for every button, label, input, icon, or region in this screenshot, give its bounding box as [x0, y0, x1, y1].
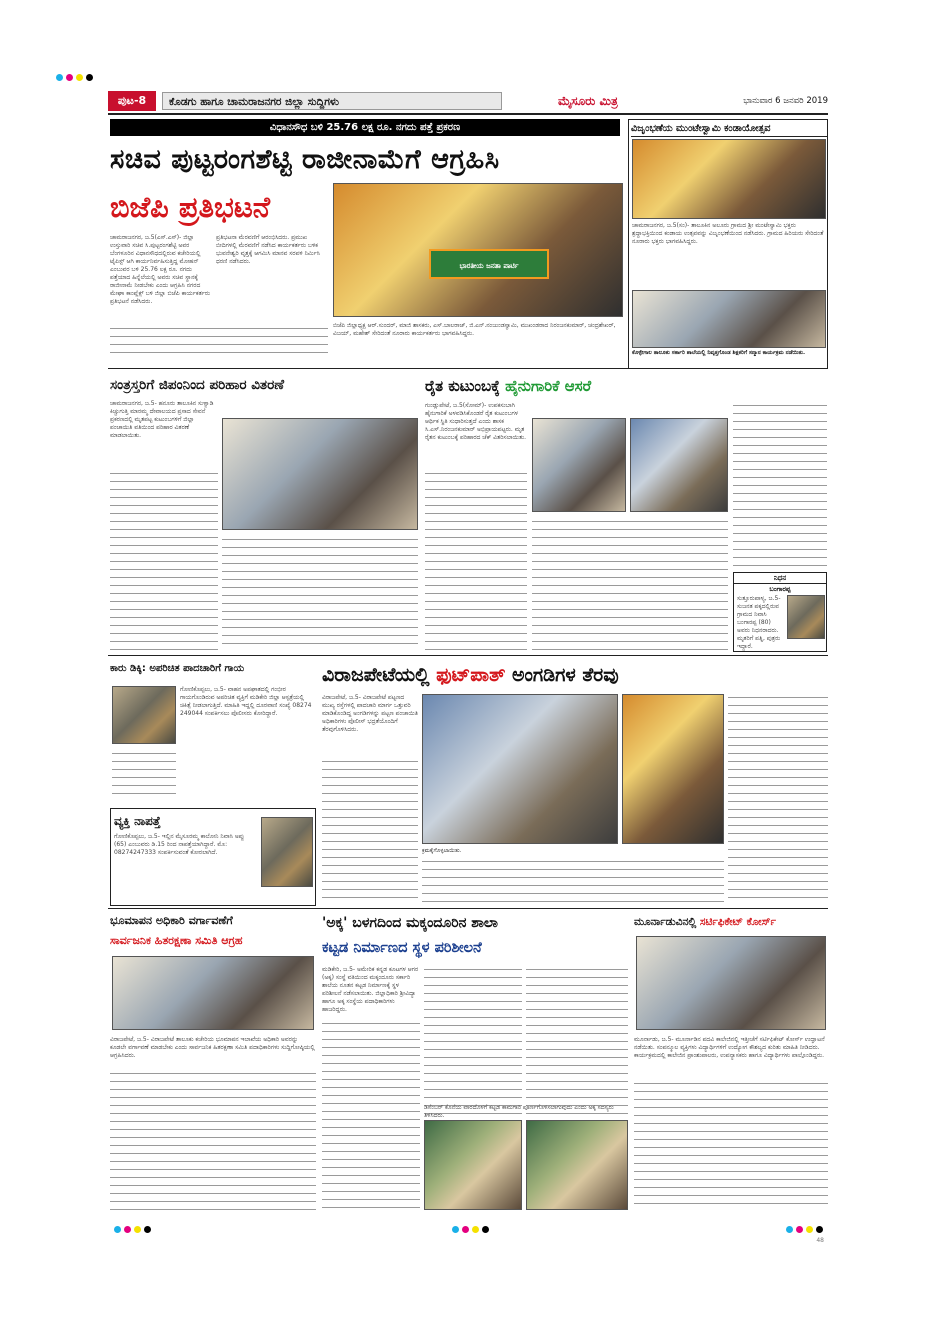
magenta-dot-icon — [462, 1226, 469, 1233]
farmer-body-lines-2 — [532, 518, 728, 650]
accident-victim-photo — [112, 686, 176, 744]
school-footer: ಡಿಸೆಂಬರ್ ಕೊನೆಯ ವಾರದೊಳಗೆ ಕಟ್ಟಡ ಕಾಮಗಾರಿ ಪೂರ್ಣಗೊಳಿಸಲಾಗುವುದು ಎಂದು ಅಕ್ಕ ಸದಸ್ಯರು ತಿಳಿಸಿದರು. — [424, 1104, 614, 1118]
registration-dots-top — [56, 66, 104, 74]
footpath-headline — [322, 660, 828, 690]
black-dot-icon — [816, 1226, 823, 1233]
yellow-dot-icon — [134, 1226, 141, 1233]
compensation-headline — [110, 374, 370, 396]
certificate-group-photo — [636, 936, 826, 1030]
compensation-body: ಚಾಮರಾಜನಗರ, ಜ.5- ಹನೂರು ತಾಲೂಕಿನ ಸುಳ್ವಾಡಿ ಕಿಚ್ಚುಗುತ್ತಿ ಮಾರಮ್ಮ ದೇವಾಲಯದ ಪ್ರಸಾದ ಸೇವನೆ ಪ್ರಕರಣದಲ್ಲಿ ಮೃತಪಟ್ಟ ಕುಟುಂಬಗಳಿಗೆ ಜಿಲ್ಲಾ ಪಂಚಾಯಿತಿ ವತಿಯಿಂದ ಪರಿಹಾರ ವಿತರಣೆ ಮಾಡಲಾಯಿತು. — [110, 400, 214, 439]
school-body-lines-3 — [526, 966, 628, 1116]
lead-headline: ಸಚಿವ ಪುಟ್ಟರಂಗಶೆಟ್ಟಿ ರಾಜೀನಾಮೆಗೆ ಆಗ್ರಹಿಸಿ — [110, 144, 500, 175]
festival-headline: ವಿಜೃಂಭಣೆಯ ಮುಂಟೇಸ್ವಾಮಿ ಕಂಡಾಯೋತ್ಸವ — [631, 121, 827, 137]
school-photo-2 — [526, 1120, 628, 1210]
black-dot-icon — [86, 74, 93, 81]
land-headline-1: ಭೂಮಾಪನ ಅಧಿಕಾರಿ ವರ್ಗಾವಣೆಗೆ — [110, 914, 233, 927]
land-headline-2: ಸಾರ್ವಜನಿಕ ಹಿತರಕ್ಷಣಾ ಸಮಿತಿ ಆಗ್ರಹ — [110, 934, 243, 947]
obituary-title: ನಿಧನ — [734, 573, 826, 584]
missing-body: ಗೋಣಿಕೊಪ್ಪಲು, ಜ.5- ಇಲ್ಲಿನ ಮೈಸೂರಮ್ಮ ಕಾಲೋನಿ ನಿವಾಸಿ ಅಪ್ಪು (65) ಎಂಬುವರು ಡಿ.15 ರಿಂದ ನಾಪತ್ತೆಯಾಗಿದ್ದಾರೆ. ಮೊ: 08274247333 ಸಂಪರ್ಕಿಸುವಂತೆ ಕೋರಲಾಗಿದೆ. — [114, 833, 245, 856]
masthead: ಮೈಸೂರು ಮಿತ್ರ — [558, 94, 618, 108]
registration-dots-bottom-right — [786, 1218, 834, 1226]
certificate-headline-1: ಮೂರ್ನಾಡುವಿನಲ್ಲಿ — [634, 916, 697, 928]
car-body-lines — [112, 750, 176, 798]
farmer-photo-1 — [532, 418, 626, 512]
footpath-headline-3: ಅಂಗಡಿಗಳ ತೆರವು — [511, 664, 619, 686]
footpath-body-lines-2 — [422, 858, 724, 904]
missing-title: ವ್ಯಕ್ತಿ ನಾಪತ್ತೆ — [114, 814, 161, 828]
lead-body-col1: ಚಾಮರಾಜನಗರ, ಜ.5(ಎಸ್.ಎಸ್)- ಜಿಲ್ಲಾ ಉಸ್ತುವಾರಿ ಸಚಿವ ಸಿ.ಪುಟ್ಟರಂಗಶೆಟ್ಟಿ ಅವರ ಬೆಂಗಳೂರಿನ ವಿಧಾನಸೌಧದಲ್ಲಿರುವ ಕಚೇರಿಯಲ್ಲಿ ಟೈಪಿಸ್ಟ್ ಆಗಿ ಕಾರ್ಯನಿರ್ವಹಿಸುತ್ತಿದ್ದ ಮೋಹನ್ ಎಂಬುವರ ಬಳಿ 25.76 ಲಕ್ಷ ರೂ. ನಗದು ಪತ್ತೆಯಾದ ಹಿನ್ನೆಲೆಯಲ್ಲಿ ಅವರು ಸಚಿವ ಸ್ಥಾನಕ್ಕೆ ರಾಜೀನಾಮೆ ನೀಡಬೇಕು ಎಂದು ಆಗ್ರಹಿಸಿ ನಗರದ ಮೇಘಾ ಕಾಂಪ್ಲೆಕ್ಸ್ ಬಳಿ ಜಿಲ್ಲಾ ಬಿಜೆಪಿ ಕಾರ್ಯಕರ್ತರು ಪ್ರತಿಭಟನೆ ನಡೆಸಿದರು. — [110, 234, 210, 305]
farmer-body-lines-3 — [733, 402, 827, 568]
lead-body-col2: ಪ್ರತಿಭಟನಾ ಮೆರವಣಿಗೆ ಆರಂಭಿಸಿದರು. ಪ್ರಮುಖ ಬೀದಿಗಳಲ್ಲಿ ಮೆರವಣಿಗೆ ನಡೆಸಿದ ಕಾರ್ಯಕರ್ತರು ಬಳಿಕ ಭುವನೇಶ್ವರಿ ವೃತ್ತಕ್ಕೆ ಆಗಮಿಸಿ ಮಾನವ ಸರಪಳಿ ನಿರ್ಮಿಸಿ ಧರಣಿ ನಡೆಸಿದರು. — [216, 234, 320, 265]
divider-3 — [108, 908, 828, 909]
lead-kicker: ವಿಧಾನಸೌಧ ಬಳಿ 25.76 ಲಕ್ಷ ರೂ. ನಗದು ಪತ್ತೆ ಪ್ರಕರಣ — [110, 119, 620, 136]
car-headline: ಕಾರು ಡಿಕ್ಕಿ: ಅಪರಿಚಿತ ಪಾದಚಾರಿಗೆ ಗಾಯ — [110, 663, 245, 674]
obituary-name: ಬಂಗಾರಪ್ಪ — [769, 585, 791, 593]
farmer-headline-2: ಹೈನುಗಾರಿಕೆ ಆಸರೆ — [505, 377, 592, 395]
yellow-dot-icon — [806, 1226, 813, 1233]
car-body: ಗೋಣಿಕೊಪ್ಪಲು, ಜ.5- ವಾಹನ ಅಪಘಾತದಲ್ಲಿ ಗಂಭೀರ ಗಾಯಗೊಂಡಿರುವ ಅಪರಿಚಿತ ವ್ಯಕ್ತಿಗೆ ಮಡಿಕೇರಿ ಜಿಲ್ಲಾ ಆಸ್ಪತ್ರೆಯಲ್ಲಿ ಚಿಕಿತ್ಸೆ ನೀಡಲಾಗುತ್ತಿದೆ. ಮಾಹಿತಿ ಇದ್ದಲ್ಲಿ ದೂರವಾಣಿ ಸಂಖ್ಯೆ 08274 249044 ಸಂಪರ್ಕಿಸಲು ಪೊಲೀಸರು ಕೋರಿದ್ದಾರೆ. — [180, 686, 312, 717]
compensation-body-lines-2 — [222, 536, 418, 650]
obituary-box — [733, 572, 827, 652]
footpath-photo-caption: ಕ್ರಮಕೈಗೊಳ್ಳಲಾಯಿತು. — [422, 848, 462, 854]
farmer-headline — [425, 374, 825, 398]
page-label: ಪುಟ-8 — [108, 91, 156, 111]
black-dot-icon — [144, 1226, 151, 1233]
school-body-lines — [322, 1020, 420, 1210]
land-photo — [112, 956, 314, 1030]
certificate-body-lines — [634, 1080, 828, 1210]
party-banner — [429, 249, 549, 279]
school-body-lines-2 — [424, 966, 522, 1116]
school-headline-1: 'ಅಕ್ಕ' ಬಳಗದಿಂದ ಮಕ್ಕಂದೂರಿನ ಶಾಲಾ — [322, 915, 498, 931]
certificate-body: ಮೂರ್ನಾಡು, ಜ.5- ಮೂರ್ನಾಡಿನ ಪದವಿ ಕಾಲೇಜಿನಲ್ಲಿ ಇತ್ತೀಚೆಗೆ ಸರ್ಟಿಫಿಕೇಟ್ ಕೋರ್ಸ್ ಉದ್ಘಾಟನೆ ನಡೆಯಿತು. ಸಂಪನ್ಮೂಲ ವ್ಯಕ್ತಿಗಳು ವಿದ್ಯಾರ್ಥಿಗಳಿಗೆ ಉದ್ಯೋಗ ಕೌಶಲ್ಯದ ಕುರಿತು ಮಾಹಿತಿ ನೀಡಿದರು. ಕಾರ್ಯಕ್ರಮದಲ್ಲಿ ಕಾಲೇಜಿನ ಪ್ರಾಂಶುಪಾಲರು, ಉಪನ್ಯಾಸಕರು ಹಾಗೂ ವಿದ್ಯಾರ್ಥಿಗಳು ಪಾಲ್ಗೊಂಡಿದ್ದರು. — [634, 1036, 825, 1059]
retirement-photo — [632, 290, 826, 348]
school-photo-1 — [424, 1120, 522, 1210]
lead-subhead: ಬಿಜೆಪಿ ಪ್ರತಿಭಟನೆ — [110, 190, 271, 224]
yellow-dot-icon — [76, 74, 83, 81]
cyan-dot-icon — [114, 1226, 121, 1233]
page-header — [108, 91, 828, 111]
cyan-dot-icon — [452, 1226, 459, 1233]
lead-body-col3: ಬಿಜೆಪಿ ಜಿಲ್ಲಾಧ್ಯಕ್ಷ ಆರ್.ಸುಂದರ್, ಮಾಜಿ ಶಾಸಕರು, ಎಸ್.ಬಾಲರಾಜ್, ಜಿ.ಎನ್.ನಂಜುಂಡಸ್ವಾಮಿ, ಮುಖಂಡರಾದ ನಿರಂಜನಕುಮಾರ್, ಚಂದ್ರಶೇಖರ್, ವಿಜಯ್, ಮಹೇಶ್ ಸೇರಿದಂತೆ ನೂರಾರು ಕಾರ್ಯಕರ್ತರು ಭಾಗವಹಿಸಿದ್ದರು. — [333, 322, 616, 337]
footpath-body-lines-3 — [728, 694, 828, 904]
land-body-lines — [110, 1070, 316, 1210]
obituary-body: ಸುತ್ತೂರುಪಾಳ್ಯ, ಜ.5- ಸುಜನತ ಪಕ್ಕದಲ್ಲಿರುವ ಗ್ರಾಮದ ನಿವಾಸಿ ಬಂಗಾರಪ್ಪ (80) ಅವರು ನಿಧನರಾದರು. ಮೃತರಿಗೆ ಪತ್ನಿ, ಪುತ್ರರು ಇದ್ದಾರೆ. — [737, 595, 781, 650]
divider-2 — [108, 655, 828, 656]
missing-person-photo — [261, 817, 313, 887]
footpath-photo-1 — [422, 694, 618, 844]
footpath-body-lines — [322, 758, 418, 904]
cyan-dot-icon — [786, 1226, 793, 1233]
section-title: ಕೊಡಗು ಹಾಗೂ ಚಾಮರಾಜನಗರ ಜಿಲ್ಲಾ ಸುದ್ದಿಗಳು — [162, 92, 502, 110]
retirement-caption: ಕೊಳ್ಳೇಗಾಲ ತಾಲೂಕು ಸರ್ಕಾರಿ ಶಾಲೆಯಲ್ಲಿ ನಿವೃತ್ತಗೊಂಡ ಶಿಕ್ಷಕರಿಗೆ ಸನ್ಮಾನ ಕಾರ್ಯಕ್ರಮ ನಡೆಯಿತು. — [632, 350, 806, 356]
header-rule — [108, 113, 828, 115]
divider-1 — [108, 368, 828, 369]
certificate-headline — [634, 912, 828, 932]
magenta-dot-icon — [796, 1226, 803, 1233]
yellow-dot-icon — [472, 1226, 479, 1233]
registration-dots-bottom-center — [452, 1218, 500, 1226]
compensation-headline-text: ಸಂತ್ರಸ್ತರಿಗೆ ಜಿಪಂನಿಂದ ಪರಿಹಾರ ವಿತರಣೆ — [110, 377, 285, 393]
festival-photo — [632, 139, 826, 219]
festival-body: ಚಾಮರಾಜನಗರ, ಜ.5(ಸಂ)- ತಾಲೂಕಿನ ಅಲೂರು ಗ್ರಾಮದ ಶ್ರೀ ಮಂಟೇಸ್ವಾಮಿ ಭಕ್ತರು ಶ್ರದ್ಧಾಭಕ್ತಿಯಿಂದ ಕಂಡಾಯ ಉತ್ಸವವನ್ನು ವಿಜೃಂಭಣೆಯಿಂದ ನಡೆಸಿದರು. ಗ್ರಾಮದ ಹಿರಿಯರು ಸೇರಿದಂತೆ ನೂರಾರು ಭಕ್ತರು ಭಾಗವಹಿಸಿದ್ದರು. — [632, 222, 824, 245]
compensation-photo — [222, 418, 418, 530]
registration-dots-bottom-left — [114, 1218, 162, 1226]
footpath-headline-1: ವಿರಾಜಪೇಟೆಯಲ್ಲಿ — [322, 664, 430, 686]
farmer-body: ಗುಂಡ್ಲುಪೇಟೆ, ಜ.5(ಸೋಮ್)- ಉಪಕಸುಬಾಗಿ ಹೈನುಗಾರಿಕೆ ಅಳವಡಿಸಿಕೊಂಡರೆ ರೈತ ಕುಟುಂಬಗಳ ಆರ್ಥಿಕ ಸ್ಥಿತಿ ಸುಧಾರಿಸುತ್ತದೆ ಎಂದು ಶಾಸಕ ಸಿ.ಎಸ್.ನಿರಂಜನಕುಮಾರ್ ಅಭಿಪ್ರಾಯಪಟ್ಟರು. ಮೃತ ರೈತನ ಕುಟುಂಬಕ್ಕೆ ಪರಿಹಾರದ ಚೆಕ್ ವಿತರಿಸಲಾಯಿತು. — [425, 402, 527, 441]
lead-body-lines — [110, 325, 328, 360]
compensation-body-lines — [110, 470, 218, 650]
obituary-photo — [787, 595, 825, 639]
footpath-body: ವಿರಾಜಪೇಟೆ, ಜ.5- ವಿರಾಜಪೇಟೆ ಪಟ್ಟಣದ ಮುಖ್ಯ ರಸ್ತೆಗಳಲ್ಲಿ ಪಾದಚಾರಿ ಮಾರ್ಗ ಒತ್ತುವರಿ ಮಾಡಿಕೊಂಡಿದ್ದ ಅಂಗಡಿಗಳನ್ನು ಪಟ್ಟಣ ಪಂಚಾಯಿತಿ ಅಧಿಕಾರಿಗಳು ಪೊಲೀಸ್ ಭದ್ರತೆಯೊಂದಿಗೆ ತೆರವುಗೊಳಿಸಿದರು. — [322, 694, 418, 733]
cyan-dot-icon — [56, 74, 63, 81]
certificate-headline-2: ಸರ್ಟಿಫಿಕೇಟ್ ಕೋರ್ಸ್ — [699, 916, 776, 928]
school-headline-2: ಕಟ್ಟಡ ನಿರ್ಮಾಣದ ಸ್ಥಳ ಪರಿಶೀಲನೆ — [322, 940, 482, 956]
missing-box — [110, 808, 316, 906]
page-number: 48 — [816, 1237, 824, 1244]
farmer-photo-2 — [630, 418, 728, 512]
festival-box — [628, 119, 828, 369]
issue-date: ಭಾನುವಾರ 6 ಜನವರಿ 2019 — [743, 96, 828, 106]
farmer-headline-1: ರೈತ ಕುಟುಂಬಕ್ಕೆ — [425, 377, 500, 395]
footpath-headline-2: ಫುಟ್‌ಪಾತ್ — [436, 664, 506, 686]
party-banner-text: ಭಾರತೀಯ ಜನತಾ ಪಾರ್ಟಿ — [459, 262, 519, 270]
magenta-dot-icon — [66, 74, 73, 81]
magenta-dot-icon — [124, 1226, 131, 1233]
black-dot-icon — [482, 1226, 489, 1233]
protest-photo — [333, 183, 623, 317]
land-body: ವಿರಾಜಪೇಟೆ, ಜ.5- ವಿರಾಜಪೇಟೆ ತಾಲೂಕು ಕಚೇರಿಯ ಭೂಮಾಪನ ಇಲಾಖೆಯ ಅಧಿಕಾರಿ ಅವರನ್ನು ಕೂಡಲೇ ವರ್ಗಾವಣೆ ಮಾಡಬೇಕು ಎಂದು ಸಾರ್ವಜನಿಕ ಹಿತರಕ್ಷಣಾ ಸಮಿತಿ ಪದಾಧಿಕಾರಿಗಳು ಸುದ್ದಿಗೋಷ್ಠಿಯಲ್ಲಿ ಆಗ್ರಹಿಸಿದರು. — [110, 1036, 315, 1059]
footpath-photo-2 — [622, 694, 724, 844]
school-body: ಮಡಿಕೇರಿ, ಜ.5- ಅಮೇರಿಕ ಕನ್ನಡ ಕೂಟಗಳ ಆಗರ (ಅಕ್ಕ) ಸಂಸ್ಥೆ ವತಿಯಿಂದ ಮಕ್ಕಂದೂರು ಸರ್ಕಾರಿ ಶಾಲೆಯ ನೂತನ ಕಟ್ಟಡ ನಿರ್ಮಾಣಕ್ಕೆ ಸ್ಥಳ ಪರಿಶೀಲನೆ ನಡೆಸಲಾಯಿತು. ಜಿಲ್ಲಾಧಿಕಾರಿ ಶ್ರೀವಿದ್ಯಾ ಹಾಗೂ ಅಕ್ಕ ಸಂಸ್ಥೆಯ ಪದಾಧಿಕಾರಿಗಳು ಹಾಜರಿದ್ದರು. — [322, 966, 419, 1013]
farmer-body-lines — [425, 470, 527, 650]
